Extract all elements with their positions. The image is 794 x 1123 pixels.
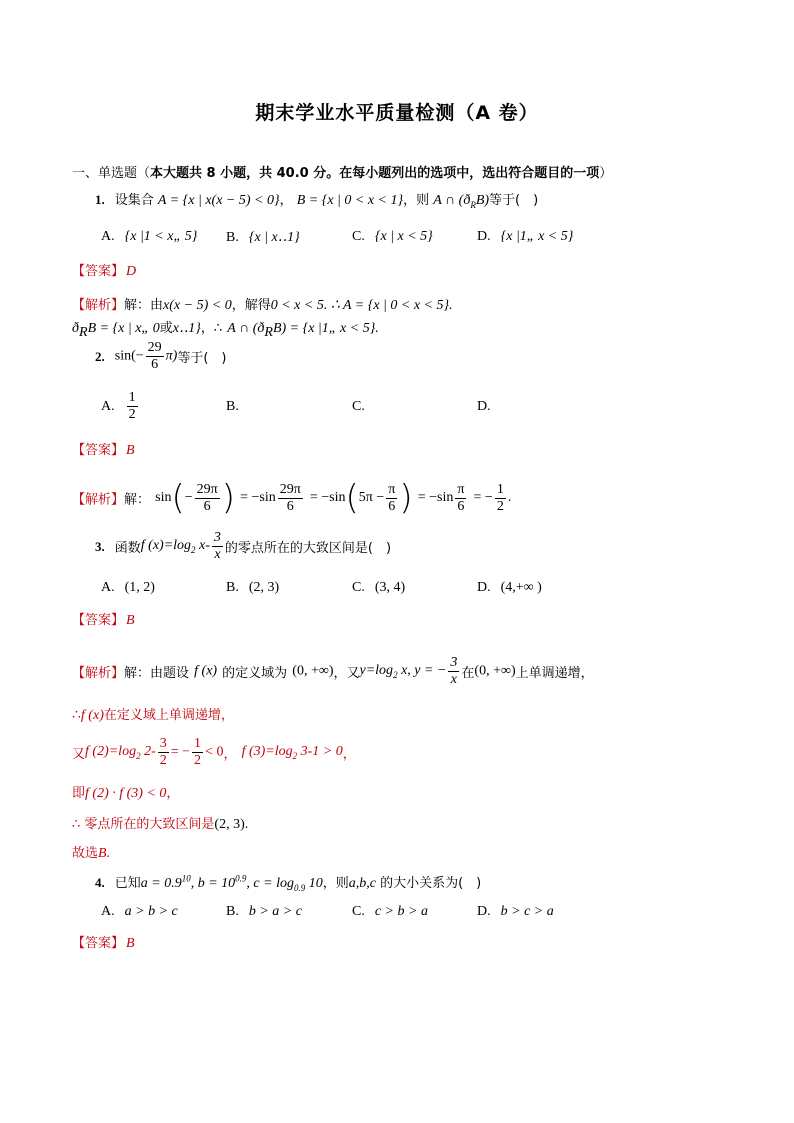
section-prefix: 一、单选题（ — [72, 166, 151, 181]
frac-den: x — [450, 672, 457, 687]
frac-num: 3 — [213, 530, 221, 545]
q1-option-a[interactable] — [101, 229, 197, 245]
q3-func-x: x- — [199, 538, 210, 554]
frac-den: x — [214, 547, 221, 562]
q4-b: , b = 10 — [190, 876, 236, 891]
q3-analysis-line-3 — [72, 736, 356, 769]
q3-func-sub: 2 — [191, 544, 196, 555]
q1-then: ，则 — [403, 193, 430, 208]
page-title: 期末学业水平质量检测（A 卷） — [255, 102, 539, 124]
jie-label: 解： — [124, 298, 151, 313]
q1-option-c[interactable] — [352, 229, 433, 245]
option-text: (4,+∞ ) — [500, 580, 542, 595]
option-label: B. — [226, 580, 239, 595]
q3-l1-b: f (x) — [194, 663, 218, 679]
option-label: A. — [101, 580, 115, 595]
option-frac-den: 2 — [128, 407, 136, 422]
q1-a2-sub: R — [79, 325, 88, 341]
q4-c: , c = log — [246, 876, 294, 891]
answer-value: B — [126, 613, 135, 628]
q3-l4-a: 即 — [72, 786, 86, 801]
q3-l3-c: 2- — [144, 744, 156, 760]
option-label: C. — [352, 229, 365, 244]
q1-a2-c: x‥1} — [172, 321, 201, 336]
q3-l1-c: 的定义域为 — [222, 666, 288, 681]
frac-den: 2 — [159, 753, 167, 768]
question-1-stem — [95, 189, 538, 210]
frac-den: 2 — [194, 753, 202, 768]
analysis-tag: 【解析】 — [72, 492, 125, 508]
option-text: {x | x < 5} — [374, 229, 433, 244]
answer-value: B — [126, 443, 135, 458]
q3-l1-e: ，又 — [333, 666, 360, 681]
q4-stem-a: 已知 — [114, 876, 141, 891]
q4-answer — [72, 932, 135, 952]
q3-l6-a: 故选 — [72, 846, 99, 861]
q1-a1-text2: ，解得 — [231, 298, 271, 313]
q2-answer — [72, 439, 135, 459]
q4-expr — [140, 873, 323, 893]
q3-stem-a: 函数 — [114, 541, 141, 556]
option-text: {x |1 < x„ 5} — [124, 229, 198, 244]
option-label: C. — [352, 399, 365, 414]
option-text: b > a > c — [248, 904, 302, 919]
q2-a-end: . — [507, 490, 512, 505]
q1-a2-d: ，∴ — [200, 321, 223, 336]
q3-l3-f: ， — [223, 747, 237, 762]
q3-l5-a: ∴ 零点所在的大致区间是 — [72, 817, 215, 832]
q3-analysis-line-5 — [72, 813, 248, 833]
q2-option-a[interactable] — [101, 390, 140, 423]
q3-l3-b-a: f (2)=log — [85, 744, 137, 760]
analysis-tag: 【解析】 — [72, 666, 125, 681]
q3-l3-sub2: 2 — [292, 750, 298, 761]
q1-expr — [433, 193, 489, 208]
question-number: 1. — [95, 192, 105, 207]
q4-stem-b: ，则 — [322, 876, 349, 891]
frac-num: 3 — [159, 736, 167, 751]
option-label: B. — [226, 230, 239, 245]
q2-a-eq4: = − — [473, 490, 493, 505]
q3-l3-i: ， — [342, 747, 356, 762]
question-number: 2. — [95, 348, 105, 364]
option-label: B. — [226, 904, 239, 919]
q3-l3-frac1 — [158, 736, 169, 769]
q2-a-frac3 — [386, 482, 397, 515]
q1-analysis-line-1 — [72, 294, 453, 314]
q2-post: π) — [165, 348, 178, 364]
q3-l3-g — [242, 744, 343, 759]
section-suffix: ） — [599, 166, 613, 181]
q2-a-minus: − — [184, 490, 193, 505]
q1-a1-text: 由 — [150, 298, 164, 313]
q3-l3-h: 3-1 > 0 — [300, 744, 343, 760]
option-label: A. — [101, 398, 115, 414]
q1-answer — [72, 260, 136, 280]
question-2-stem — [95, 340, 227, 373]
q3-option-d[interactable] — [477, 580, 542, 596]
q3-analysis-line-4 — [72, 782, 179, 802]
paren-open: ( — [171, 478, 185, 518]
q3-l2-c: 在定义域上单调递增， — [103, 708, 234, 723]
frac-num: 1 — [496, 481, 504, 497]
option-label: C. — [352, 904, 365, 919]
q4-c-end: 10 — [308, 876, 323, 891]
q3-l3-d: = − — [170, 744, 191, 760]
q3-option-b[interactable] — [226, 580, 279, 596]
q1-expr-b: B) — [475, 193, 490, 208]
answer-value: B — [126, 936, 135, 951]
q3-l1-h: 在 — [461, 666, 475, 681]
jie-label: 解： — [124, 666, 151, 681]
q1-a2-or: 或 — [159, 321, 173, 336]
q1-option-b[interactable] — [226, 229, 300, 246]
q2-analysis — [72, 478, 511, 518]
q4-option-b[interactable] — [226, 904, 302, 920]
q3-l2-b: f (x) — [80, 708, 104, 723]
q1-a2-a: ð — [72, 321, 79, 336]
option-label: B. — [226, 399, 239, 414]
q3-l3-a: 又 — [72, 747, 86, 762]
frac-den: 2 — [496, 498, 504, 514]
option-text: {x |1„ x < 5} — [500, 229, 574, 244]
q3-l3-frac2 — [192, 736, 203, 769]
q1-equals: 等于( ) — [489, 193, 539, 208]
q1-a2-e: A ∩ (ð — [227, 321, 265, 336]
option-label: C. — [352, 580, 365, 595]
option-frac-num: 1 — [128, 390, 136, 405]
option-text: (1, 2) — [124, 580, 155, 595]
q2-a-eq3: = −sin — [417, 490, 454, 505]
question-number: 3. — [95, 538, 105, 554]
q2-frac-den: 6 — [151, 357, 159, 372]
option-text: b > c > a — [500, 904, 554, 919]
q3-analysis-line-2 — [72, 704, 234, 724]
frac-num: π — [388, 481, 396, 497]
answer-tag: 【答案】 — [72, 264, 125, 279]
q2-option-c[interactable] — [352, 399, 375, 415]
option-label: D. — [477, 904, 491, 919]
option-label: D. — [477, 229, 491, 244]
question-3-stem — [95, 530, 391, 563]
paren-close: ) — [221, 478, 235, 518]
answer-tag: 【答案】 — [72, 936, 125, 951]
option-text: (2, 3) — [248, 580, 280, 595]
q3-option-a[interactable] — [101, 580, 155, 596]
option-fraction — [127, 390, 138, 423]
q3-option-c[interactable] — [352, 580, 405, 596]
option-text: a > b > c — [124, 904, 178, 919]
frac-num: 3 — [450, 655, 458, 670]
frac-num: 1 — [194, 736, 202, 751]
frac-num: 29π — [196, 481, 218, 497]
q3-l1-f — [360, 663, 447, 678]
q3-frac — [212, 530, 223, 563]
q4-a-sup: 10 — [181, 873, 191, 884]
q3-l1-a: 由题设 — [150, 666, 190, 681]
option-label: D. — [477, 580, 491, 595]
frac-den: 6 — [203, 498, 211, 514]
q1-expr-a: A ∩ (ð — [433, 193, 471, 208]
q4-vars: a,b,c — [348, 876, 376, 891]
question-number: 4. — [95, 875, 105, 890]
q3-l4-b: f (2) · f (3) < 0 — [85, 786, 167, 801]
q1-comma: ， — [279, 193, 293, 208]
q2-a-five: 5π − — [358, 490, 385, 505]
q2-a-eq1: = −sin — [240, 490, 276, 505]
q3-l1-d: (0, +∞) — [292, 663, 334, 679]
q4-b-sup: 0.9 — [235, 873, 247, 884]
q4-c-sub: 0.9 — [293, 882, 306, 893]
section-desc: 本大题共 8 小题，共 40.0 分。在每小题列出的选项中，选出符合题目的一项 — [150, 166, 600, 181]
q1-stem-text: 设集合 — [114, 193, 154, 208]
section-header — [72, 162, 612, 181]
q3-l2-a: ∴ — [72, 708, 81, 723]
q4-option-c[interactable] — [352, 904, 428, 920]
q2-equals: 等于( ) — [177, 351, 227, 366]
q3-l3-b — [85, 744, 156, 759]
q2-a-frac4 — [455, 482, 466, 515]
q2-option-b[interactable] — [226, 399, 249, 415]
q3-l5-b: (2, 3). — [214, 817, 249, 832]
q2-a-frac2 — [278, 482, 303, 515]
q3-l3-e: < 0 — [205, 744, 224, 760]
answer-tag: 【答案】 — [72, 613, 125, 628]
q1-set-b: B = {x | 0 < x < 1} — [296, 193, 404, 208]
q1-analysis-line-2 — [72, 317, 379, 341]
q3-analysis-line-6 — [72, 842, 110, 862]
option-label: A. — [101, 229, 115, 244]
q1-a2-b: B = {x | x„ 0 — [87, 321, 160, 336]
answer-value: D — [126, 264, 137, 279]
option-text: (3, 4) — [374, 580, 406, 595]
q4-stem-c: 的大小关系为( ) — [380, 876, 482, 891]
q3-l1-i: (0, +∞) — [474, 663, 516, 679]
q3-l3-g-a: f (3)=log — [241, 744, 293, 760]
q2-pre: sin(− — [114, 348, 144, 364]
q1-expr-sub: R — [470, 199, 476, 210]
q4-a: a = 0.9 — [140, 876, 182, 891]
q1-set-a: A = {x | x(x − 5) < 0} — [157, 193, 280, 208]
q1-a2-sub2: R — [264, 325, 273, 341]
q3-l1-frac — [448, 655, 459, 688]
q2-a-frac5 — [495, 482, 506, 515]
q2-a-sin: sin — [155, 490, 172, 505]
q3-answer — [72, 609, 135, 629]
q2-option-d[interactable] — [477, 399, 501, 415]
q3-l3-sub: 2 — [136, 750, 141, 761]
option-text: c > b > a — [374, 904, 428, 919]
q1-a1-math: x(x − 5) < 0 — [163, 298, 232, 313]
q4-option-d[interactable] — [477, 904, 554, 920]
q3-analysis-line-1 — [72, 655, 594, 688]
frac-den: 6 — [457, 498, 465, 514]
q3-func-a: f (x)=log — [140, 538, 192, 554]
q3-func — [141, 538, 210, 553]
q4-option-a[interactable] — [101, 904, 178, 920]
frac-den: 6 — [388, 498, 396, 514]
q3-l1-f-a: y=log — [359, 663, 394, 679]
q1-a2-f: B) = {x |1„ x < 5}. — [272, 321, 379, 336]
q3-stem-b: 的零点所在的大致区间是( ) — [224, 541, 392, 556]
q3-l6-b: B. — [98, 846, 111, 861]
q2-frac-num: 29 — [147, 340, 162, 355]
paren-open: ( — [345, 478, 359, 518]
q3-l1-sub: 2 — [393, 669, 398, 680]
question-4-stem — [95, 872, 481, 893]
q1-a1-math2: 0 < x < 5. ∴ A = {x | 0 < x < 5}. — [270, 298, 453, 313]
q3-l1-j: 上单调递增， — [515, 666, 594, 681]
option-label: A. — [101, 904, 115, 919]
answer-tag: 【答案】 — [72, 443, 125, 458]
option-text: {x | x‥1} — [248, 230, 300, 245]
frac-num: 29π — [279, 481, 301, 497]
frac-num: π — [457, 481, 465, 497]
analysis-tag: 【解析】 — [72, 298, 125, 313]
q3-l4-c: ， — [166, 786, 180, 801]
q3-l1-g: x, y = − — [401, 663, 447, 679]
jie-label: 解： — [124, 492, 151, 508]
option-label: D. — [477, 399, 491, 414]
paren-close: ) — [399, 478, 413, 518]
frac-den: 6 — [286, 498, 294, 514]
q1-option-d[interactable] — [477, 229, 573, 245]
q2-fraction — [146, 340, 164, 373]
q2-a-frac1 — [195, 482, 220, 515]
q2-a-eq2: = −sin — [309, 490, 346, 505]
